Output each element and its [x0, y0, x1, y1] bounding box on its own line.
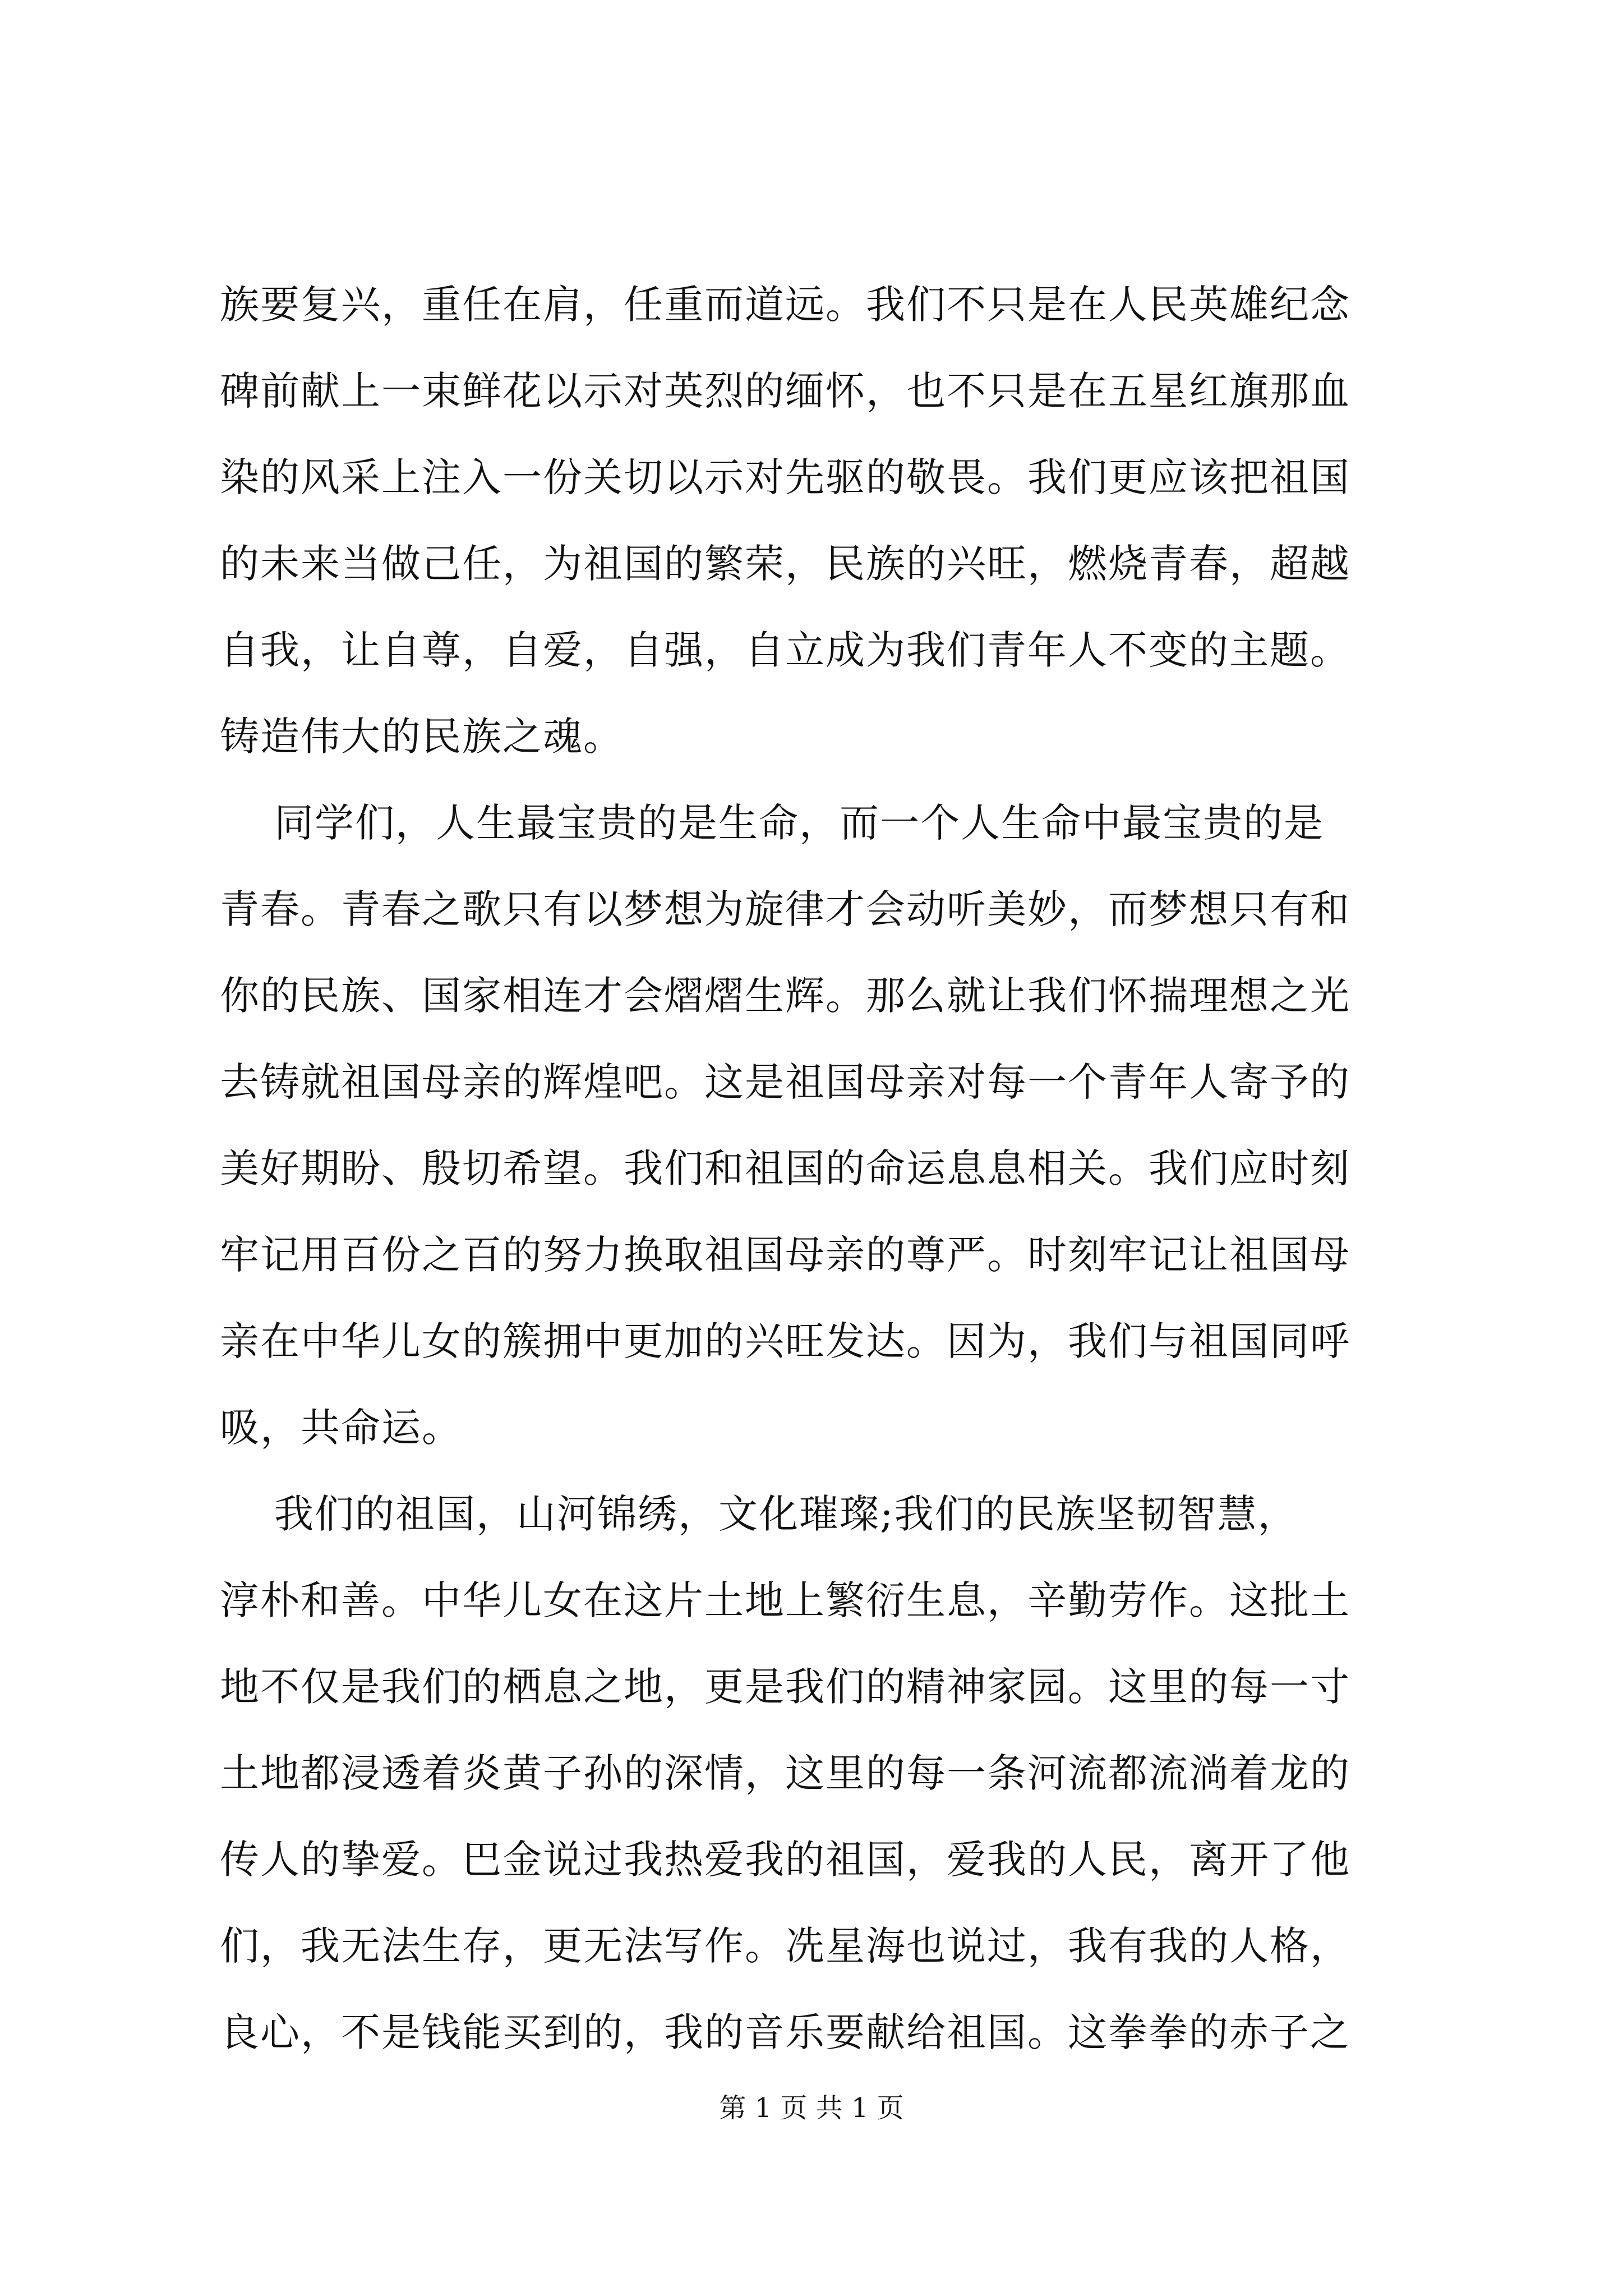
text-line: 我们的祖国，山河锦绣，文化璀璨;我们的民族坚韧智慧， — [220, 1491, 1298, 1537]
text-line: 青春。青春之歌只有以梦想为旋律才会动听美妙，而梦想只有和 — [220, 886, 1350, 932]
text-line: 自我，让自尊，自爱，自强，自立成为我们青年人不变的主题。 — [220, 627, 1350, 673]
text-line: 去铸就祖国母亲的辉煌吧。这是祖国母亲对每一个青年人寄予的 — [220, 1059, 1350, 1105]
text-line: 你的民族、国家相连才会熠熠生辉。那么就让我们怀揣理想之光 — [220, 973, 1350, 1019]
text-line: 淳朴和善。中华儿女在这片土地上繁衍生息，辛勤劳作。这批土 — [220, 1577, 1350, 1623]
text-line: 的未来当做己任，为祖国的繁荣，民族的兴旺，燃烧青春，超越 — [220, 541, 1350, 587]
text-line: 碑前献上一束鲜花以示对英烈的缅怀，也不只是在五星红旗那血 — [220, 368, 1350, 414]
text-line: 美好期盼、殷切希望。我们和祖国的命运息息相关。我们应时刻 — [220, 1145, 1350, 1191]
text-line: 地不仅是我们的栖息之地，更是我们的精神家园。这里的每一寸 — [220, 1664, 1350, 1710]
page-footer: 第 1 页 共 1 页 — [719, 2092, 904, 2124]
text-line: 吸，共命运。 — [220, 1405, 462, 1451]
text-line: 们，我无法生存，更无法写作。冼星海也说过，我有我的人格， — [220, 1923, 1350, 1969]
text-line: 亲在中华儿女的簇拥中更加的兴旺发达。因为，我们与祖国同呼 — [220, 1318, 1350, 1364]
document-body — [220, 261, 1426, 2076]
text-line: 族要复兴，重任在肩，任重而道远。我们不只是在人民英雄纪念 — [220, 282, 1350, 328]
text-line: 土地都浸透着炎黄子孙的深情，这里的每一条河流都流淌着龙的 — [220, 1750, 1350, 1796]
text-line: 传人的挚爱。巴金说过我热爱我的祖国，爱我的人民，离开了他 — [220, 1837, 1350, 1883]
text-line: 染的风采上注入一份关切以示对先驱的敬畏。我们更应该把祖国 — [220, 454, 1350, 500]
text-line: 铸造伟大的民族之魂。 — [220, 714, 624, 760]
text-line: 同学们，人生最宝贵的是生命，而一个人生命中最宝贵的是 — [220, 800, 1325, 846]
text-line: 良心，不是钱能买到的，我的音乐要献给祖国。这拳拳的赤子之 — [220, 2009, 1350, 2055]
text-line: 牢记用百份之百的努力换取祖国母亲的尊严。时刻牢记让祖国母 — [220, 1232, 1350, 1278]
